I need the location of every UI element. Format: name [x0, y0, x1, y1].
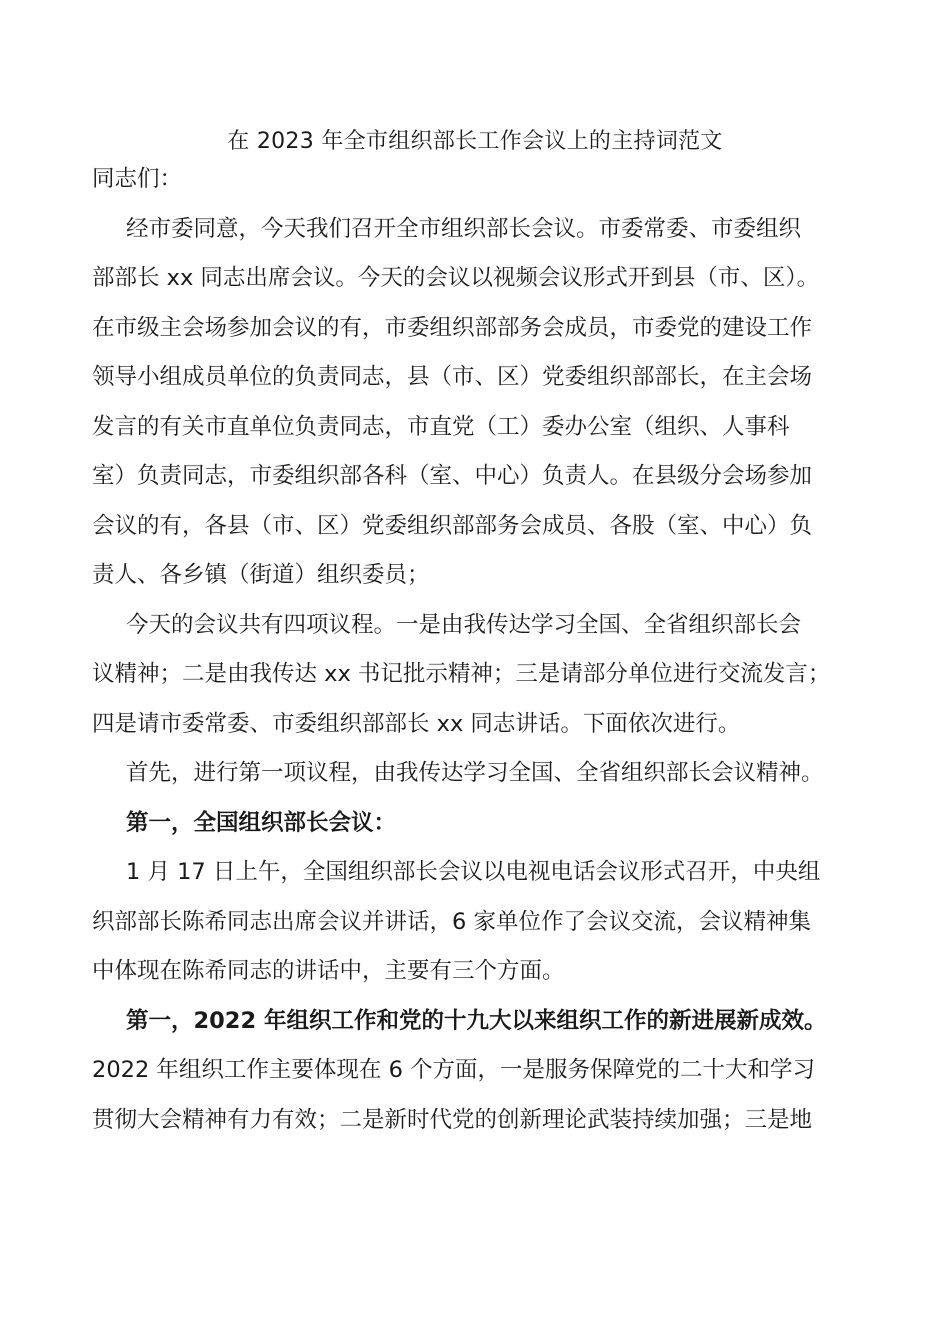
- paragraph-line: 1 月 17 日上午，全国组织部长会议以电视电话会议形式召开，中央组: [126, 859, 821, 885]
- paragraph-line: 部部长 xx 同志出席会议。今天的会议以视频会议形式开到县（市、区）。: [92, 265, 820, 291]
- paragraph-line: 室）负责同志，市委组织部各科（室、中心）负责人。在县级分会场参加: [92, 463, 813, 489]
- paragraph-line: 贯彻大会精神有力有效；二是新时代党的创新理论武装持续加强；三是地: [92, 1106, 813, 1133]
- document-title: 在 2023 年全市组织部长工作会议上的主持词范文: [227, 129, 723, 154]
- paragraph-line: 织部部长陈希同志出席会议并讲话，6 家单位作了会议交流，会议精神集: [92, 908, 811, 935]
- paragraph-line: 中体现在陈希同志的讲话中，主要有三个方面。: [92, 958, 565, 984]
- paragraph-line: 四是请市委常委、市委组织部部长 xx 同志讲话。下面依次进行。: [92, 710, 741, 737]
- paragraph-line: 2022 年组织工作主要体现在 6 个方面，一是服务保障党的二十大和学习: [92, 1057, 816, 1083]
- section-heading-line: 第一，2022 年组织工作和党的十九大以来组织工作的新进展新成效。: [126, 1007, 827, 1034]
- paragraph-line: 今天的会议共有四项议程。一是由我传达学习全国、全省组织部长会: [126, 611, 802, 638]
- paragraph-line: 发言的有关市直单位负责同志，市直党（工）委办公室（组织、人事科: [92, 413, 790, 440]
- document-body: [92, 155, 862, 1145]
- paragraph-line: 同志们：: [92, 166, 183, 192]
- paragraph-line: 会议的有，各县（市、区）党委组织部部务会成员、各股（室、中心）负: [92, 512, 813, 539]
- paragraph-line: 领导小组成员单位的负责同志，县（市、区）党委组织部部长，在主会场: [92, 364, 813, 390]
- paragraph-line: 责人、各乡镇（街道）组织委员；: [92, 562, 430, 588]
- paragraph-line: 在市级主会场参加会议的有，市委组织部部务会成员，市委党的建设工作: [92, 314, 813, 341]
- paragraph-line: 首先，进行第一项议程，由我传达学习全国、全省组织部长会议精神。: [126, 760, 824, 786]
- paragraph-line: 议精神；二是由我传达 xx 书记批示精神；三是请部分单位进行交流发言；: [92, 661, 831, 687]
- paragraph-line: 经市委同意，今天我们召开全市组织部长会议。市委常委、市委组织: [126, 215, 802, 242]
- section-heading-line: 第一，全国组织部长会议：: [126, 809, 397, 836]
